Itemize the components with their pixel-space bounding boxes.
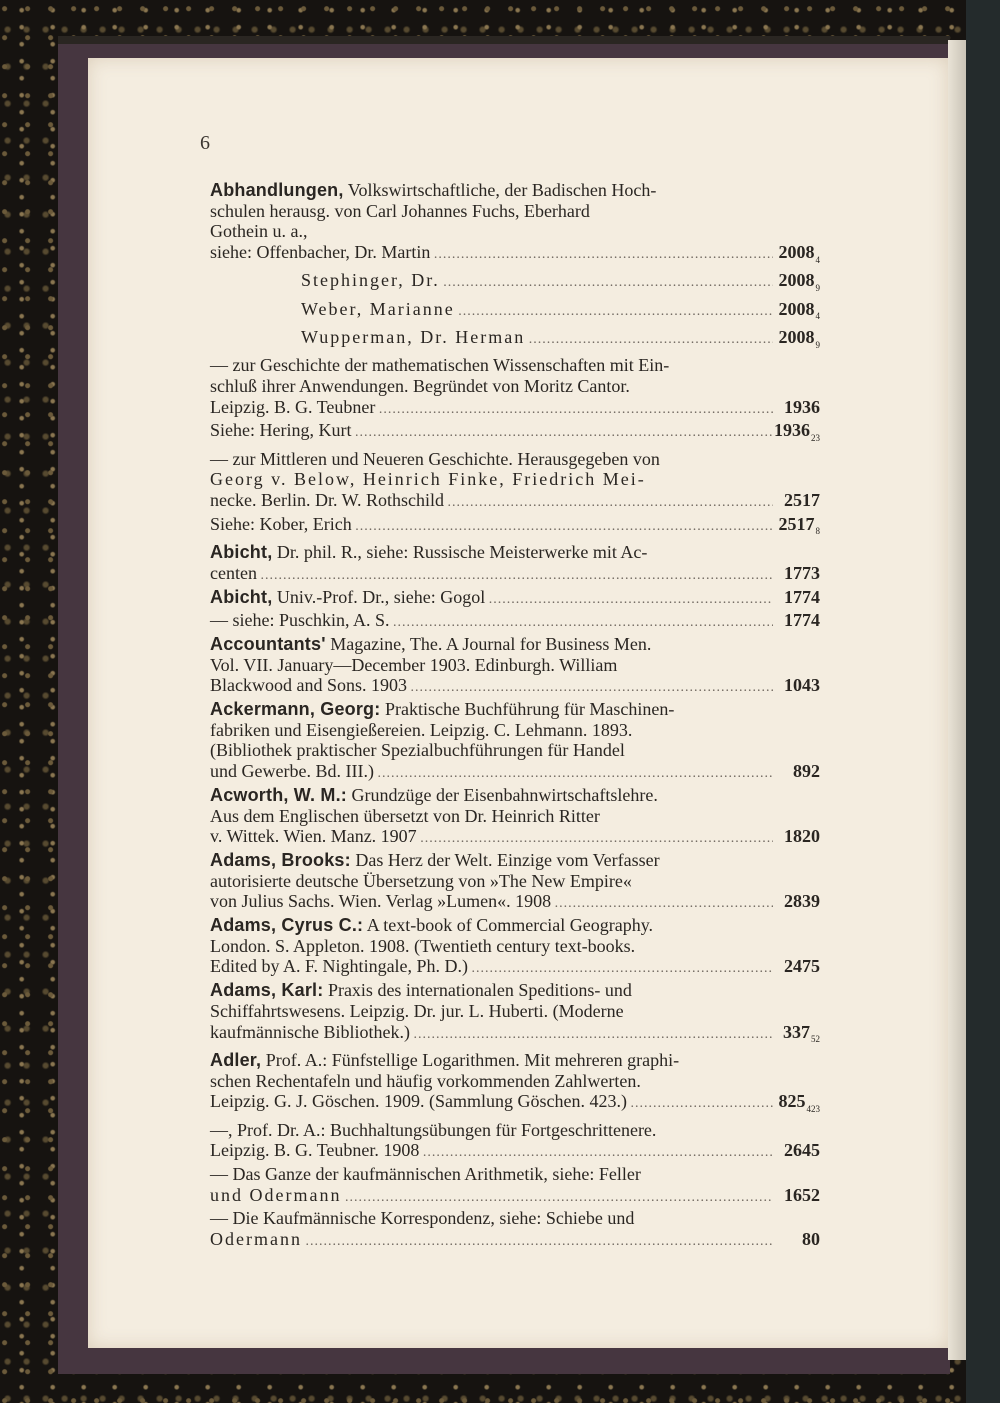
entry-head: Adams, Brooks: xyxy=(210,849,351,870)
reference-line: Siehe: Hering, Kurt ..... $1936_{23}$ xyxy=(241,420,820,448)
catalog-number: 892 xyxy=(793,761,820,782)
entry-head: Adams, Karl: xyxy=(210,980,324,1001)
entry-abicht-phil: Abicht, Dr. phil. R., siehe: Russische Meisterwerke mit Ac- centen ..... 1773 xyxy=(210,542,820,586)
catalog-number: 2839 xyxy=(784,891,820,912)
reference-line: Blackwood and Sons. 1903 ..... 1043 xyxy=(241,675,820,699)
right-strip xyxy=(966,0,1000,1403)
entry-adams-cyrus: Adams, Cyrus C.: A text-book of Commercial Geography. London. S. Appleton. 1908. (Twentieth century text-books. Edited by A. F. Nightingale, Ph. D.) ..... 2475 xyxy=(210,915,820,980)
catalog-number: 1774 xyxy=(784,586,820,607)
entry-head: Adler, xyxy=(210,1049,262,1070)
entry-head: Ackermann, Georg: xyxy=(210,699,381,720)
catalog-number: 1820 xyxy=(784,826,820,847)
catalog-number: 1773 xyxy=(784,562,820,583)
entry-adler-arithmetik: — Das Ganze der kaufmännischen Arithmetik, siehe: Feller und Odermann ..... 1652 xyxy=(210,1164,820,1208)
entry-adler-logarithmen: Adler, Prof. A.: Fünfstellige Logarithmen. Mit mehreren graphi- schen Rechentafeln und häufig vorkommenden Zahlwerten. Leipzig. G. J. Göschen. 1909. (Sammlung Göschen. 423.) ..... $825_{423}$ xyxy=(210,1050,820,1120)
reference-line: Leipzig. B. G. Teubner ..... 1936 xyxy=(241,397,820,421)
reference-line: centen ..... 1773 xyxy=(241,563,820,587)
catalog-number: 2475 xyxy=(784,956,820,977)
entry-head: Abicht, xyxy=(210,542,273,563)
catalog-number: $2008_9$ xyxy=(778,270,820,293)
entry-abicht-puschkin xyxy=(210,610,820,634)
reference-line: von Julius Sachs. Wien. Verlag »Lumen«. 1908 ..... 2839 xyxy=(241,891,820,915)
entry-accountants: Accountants' Magazine, The. A Journal for Business Men. Vol. VII. January—December 1903. Edinburgh. William Blackwood and Sons. 1903 ..... 1043 xyxy=(210,634,820,699)
catalog-number: 2517 xyxy=(784,490,820,511)
entry-head: Abhandlungen, xyxy=(210,180,344,200)
reference-line: Odermann ..... 80 xyxy=(241,1229,820,1253)
catalog-number: 1774 xyxy=(784,610,820,631)
catalog-number: $337_{52}$ xyxy=(783,1021,820,1045)
entry-acworth: Acworth, W. M.: Grundzüge der Eisenbahnwirtschaftslehre. Aus dem Englischen übersetzt von Dr. Heinrich Ritter v. Wittek. Wien. Manz. 1907 ..... 1820 xyxy=(210,785,820,850)
entry-head: Accountants' xyxy=(210,633,326,654)
entry-abhandlungen: Abhandlungen, Volkswirtschaftliche, der Badischen Hoch- schulen herausg. von Carl Johannes Fuchs, Eberhard Gothein u. a., siehe: Offenbacher, Dr. Martin ..... $2008_4$ Stephinger, Dr. ..... $2008_9$ Weber, Marianne ..... $2008_4$ Wupperman, Dr. Herman ..... $2008_9$ xyxy=(210,180,820,355)
reference-line: — siehe: Puschkin, A. S. ..... 1774 xyxy=(241,610,820,634)
index-entries xyxy=(210,180,820,1253)
entry-adler-buchhaltung: —, Prof. Dr. A.: Buchhaltungsübungen für Fortgeschrittenere. Leipzig. B. G. Teubner. 1908 ..... 2645 xyxy=(210,1120,820,1164)
reference-line: Stephinger, Dr. ..... $2008_9$ xyxy=(241,270,820,298)
catalog-number: $2008_4$ xyxy=(778,242,820,265)
catalog-number: $2008_4$ xyxy=(778,298,820,322)
entry-ackermann: Ackermann, Georg: Praktische Buchführung für Maschinen- fabriken und Eisengießereien. Leipzig. C. Lehmann. 1893. (Bibliothek praktischer Spezialbuchführungen für Handel und Gewerbe. Bd. III.) ..... 892 xyxy=(210,699,820,785)
catalog-number: 80 xyxy=(802,1229,820,1250)
entry-head: Abicht, xyxy=(210,586,273,607)
entry-abicht-univ xyxy=(210,587,820,611)
reference-line: Weber, Marianne ..... $2008_4$ xyxy=(241,299,820,327)
reference-line: Leipzig. B. G. Teubner. 1908 ..... 2645 xyxy=(241,1140,820,1164)
entry-adams-karl: Adams, Karl: Praxis des internationalen Speditions- und Schiffahrtswesens. Leipzig. Dr. jur. L. Huberti. (Moderne kaufmännische Bibliothek.) ..... $337_{52}$ xyxy=(210,980,820,1050)
entry-mathematik: — zur Geschichte der mathematischen Wissenschaften mit Ein- schluß ihrer Anwendungen. Begründet von Moritz Cantor. Leipzig. B. G. Teubner ..... 1936 Siehe: Hering, Kurt ..... $1936_{23}$ xyxy=(210,355,820,448)
reference-line: Siehe: Kober, Erich ..... $2517_8$ xyxy=(241,514,820,542)
reference-line: kaufmännische Bibliothek.) ..... $337_{52}$ xyxy=(241,1022,820,1050)
catalog-number: 1043 xyxy=(784,675,820,696)
catalog-number: 1936 xyxy=(784,396,820,417)
entry-adler-korrespondenz: — Die Kaufmännische Korrespondenz, siehe: Schiebe und Odermann ..... 80 xyxy=(210,1208,820,1252)
catalog-number: $2008_9$ xyxy=(778,327,820,350)
catalog-number: 2645 xyxy=(784,1140,820,1161)
reference-line: und Gewerbe. Bd. III.) ..... 892 xyxy=(241,761,820,785)
page-edge xyxy=(948,40,966,1360)
reference-line: Leipzig. G. J. Göschen. 1909. (Sammlung Göschen. 423.) ..... $825_{423}$ xyxy=(241,1091,820,1119)
entry-neuere-geschichte: — zur Mittleren und Neueren Geschichte. Herausgegeben von Georg v. Below, Heinrich Finke, Friedrich Mei- necke. Berlin. Dr. W. Rothschild ..... 2517 Siehe: Kober, Erich ..... $2517_8$ xyxy=(210,449,820,542)
catalog-number: $1936_{23}$ xyxy=(774,420,820,443)
catalog-number: $2517_8$ xyxy=(778,513,820,537)
page-number: 6 xyxy=(200,132,210,154)
reference-line: und Odermann ..... 1652 xyxy=(241,1185,820,1209)
reference-line: siehe: Offenbacher, Dr. Martin ..... $2008_4$ xyxy=(241,242,820,270)
reference-line: Wupperman, Dr. Herman ..... $2008_9$ xyxy=(241,327,820,355)
catalog-number: $825_{423}$ xyxy=(778,1091,820,1114)
reference-line: necke. Berlin. Dr. W. Rothschild ..... 2517 xyxy=(241,490,820,514)
reference-line: v. Wittek. Wien. Manz. 1907 ..... 1820 xyxy=(241,826,820,850)
reference-line: Abicht, Univ.-Prof. Dr., siehe: Gogol ..... 1774 xyxy=(241,587,820,611)
reference-line: Edited by A. F. Nightingale, Ph. D.) ..... 2475 xyxy=(241,956,820,980)
catalog-number: 1652 xyxy=(784,1184,820,1205)
entry-head: Acworth, W. M.: xyxy=(210,784,347,805)
entry-head: Adams, Cyrus C.: xyxy=(210,915,364,936)
entry-adams-brooks: Adams, Brooks: Das Herz der Welt. Einzige vom Verfasser autorisierte deutsche Übersetzung von »The New Empire« von Julius Sachs. Wien. Verlag »Lumen«. 1908 ..... 2839 xyxy=(210,850,820,915)
